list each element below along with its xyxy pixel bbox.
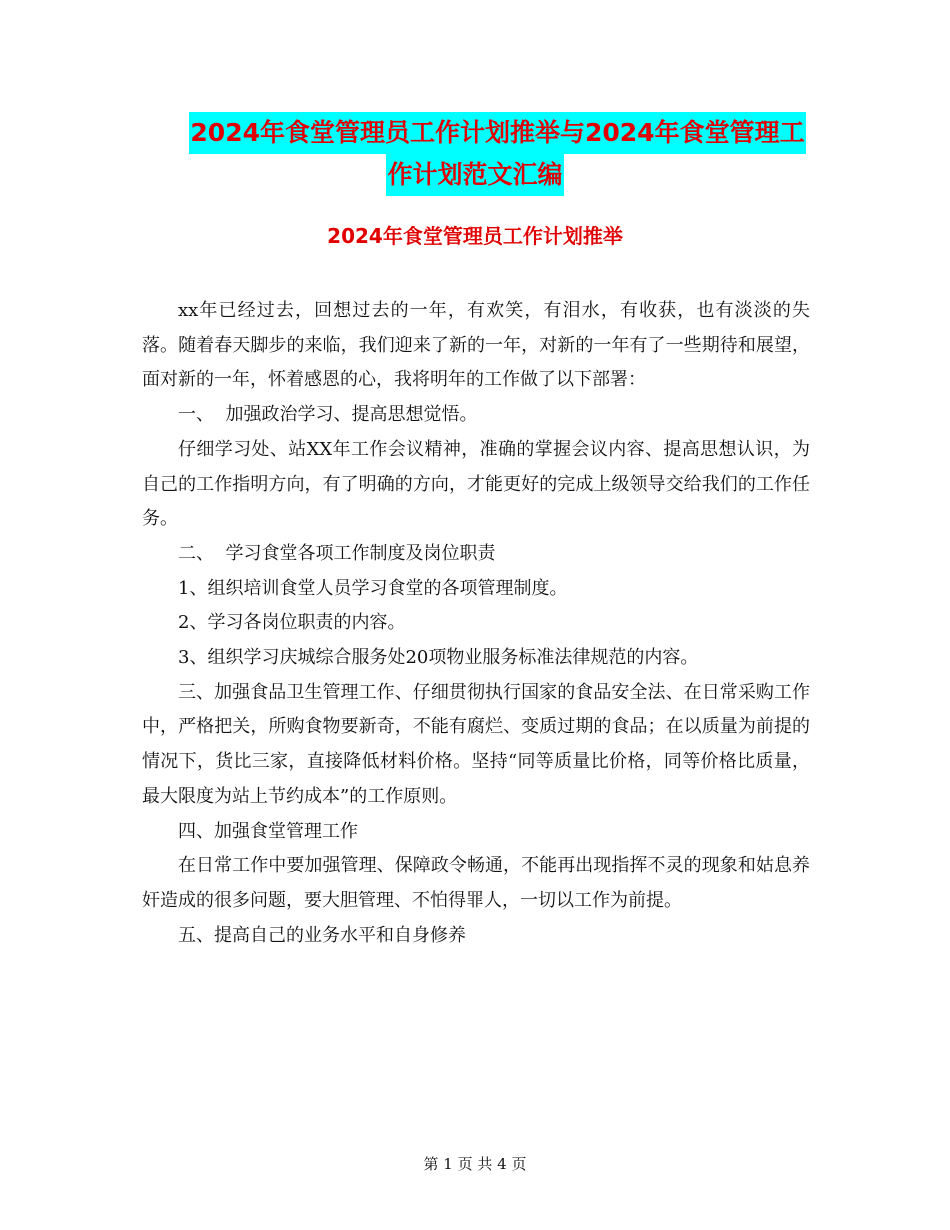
section-heading-2: 二、 学习食堂各项工作制度及岗位职责 [178,542,496,564]
section-heading-1: 一、 加强政治学习、提高思想觉悟。 [178,404,478,426]
page-footer: 第 1 页 共 4 页 [423,1155,527,1173]
section-heading: 2024年食堂管理员工作计划推举 [327,224,623,248]
section-heading-4: 四、加强食堂管理工作 [178,820,358,842]
section-heading-5: 五、提高自己的业务水平和自身修养 [178,924,466,946]
paragraph-section-4: 在日常工作中要加强管理、保障政令畅通，不能再出现指挥不灵的现象和姑息养奸造成的很多问题，要大胆管理、不怕得罪人，一切以工作为前提。 [142,855,810,911]
paragraph-section-3: 三、加强食品卫生管理工作、仔细贯彻执行国家的食品安全法、在日常采购工作中，严格把关，所购食物要新奇，不能有腐烂、变质过期的食品；在以质量为前提的情况下，货比三家，直接降低材料价格。坚持“同等质量比价格，同等价格比质量，最大限度为站上节约成本”的工作原则。 [142,681,810,807]
list-item-2: 2、学习各岗位职责的内容。 [178,612,406,634]
document-title [0,112,950,196]
list-item-1: 1、组织培训食堂人员学习食堂的各项管理制度。 [178,577,568,599]
paragraph-intro: xx年已经过去，回想过去的一年，有欢笑，有泪水，有收获，也有淡淡的失落。随着春天脚步的来临，我们迎来了新的一年，对新的一年有了一些期待和展望，面对新的一年，怀着感恩的心，我将明年的工作做了以下部署： [142,300,810,391]
document-body [142,294,810,953]
paragraph-section-1: 仔细学习处、站XX年工作会议精神，准确的掌握会议内容、提高思想认识，为自己的工作指明方向，有了明确的方向，才能更好的完成上级领导交给我们的工作任务。 [142,438,810,530]
document-title-line-2: 作计划范文汇编 [386,154,563,196]
document-title-line-1: 2024年食堂管理员工作计划推举与2024年食堂管理工 [189,112,805,154]
list-item-3: 3、组织学习庆城综合服务处20项物业服务标准法律规范的内容。 [178,647,699,669]
